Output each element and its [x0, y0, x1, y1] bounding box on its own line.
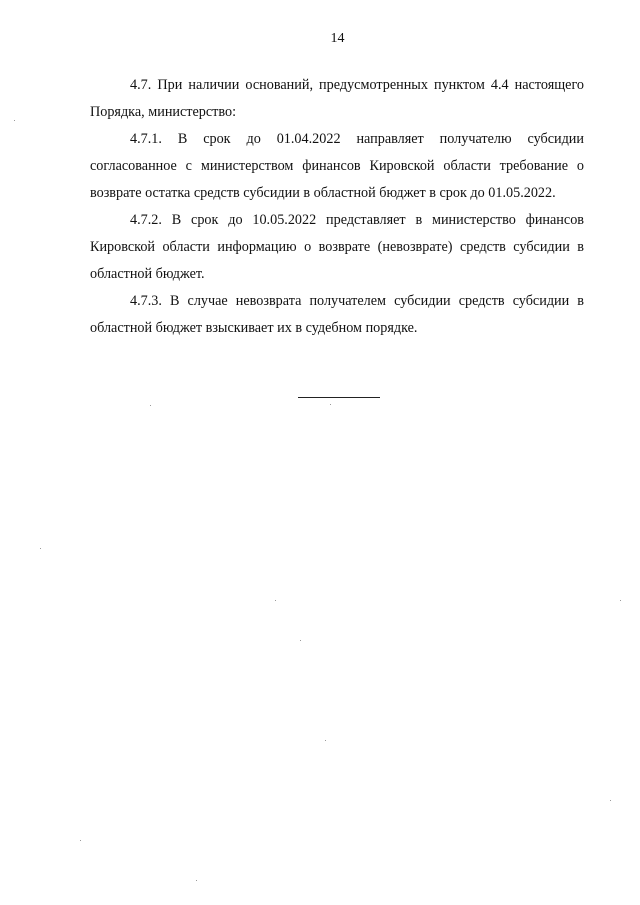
scan-speck [325, 740, 326, 741]
scan-speck [196, 880, 197, 881]
scan-speck [330, 404, 331, 405]
paragraph-4-7: 4.7. При наличии оснований, предусмотренных пунктом 4.4 настоящего Порядка, министерство: [90, 77, 584, 120]
scan-speck [40, 548, 41, 549]
scan-speck [610, 800, 611, 801]
end-divider-line [298, 397, 380, 398]
document-body [90, 72, 584, 342]
scan-speck [275, 600, 276, 601]
scan-speck [300, 640, 301, 641]
scan-speck [80, 840, 81, 841]
paragraph-4-7-3: 4.7.3. В случае невозврата получателем субсидии средств субсидии в областной бюджет взыскивает их в судебном порядке. [90, 293, 584, 336]
scan-speck [150, 405, 151, 406]
scan-speck [620, 600, 621, 601]
paragraph-4-7-2: 4.7.2. В срок до 10.05.2022 представляет в министерство финансов Кировской области информацию о возврате (невозврате) средств субсидии в областной бюджет. [90, 212, 584, 282]
page-number: 14 [330, 31, 345, 46]
paragraph-4-7-1: 4.7.1. В срок до 01.04.2022 направляет получателю субсидии согласованное с министерством финансов Кировской области требование о возврате остатка средств субсидии в областной бюджет в срок до 01.05.2022. [90, 131, 584, 201]
scan-speck [14, 120, 15, 121]
